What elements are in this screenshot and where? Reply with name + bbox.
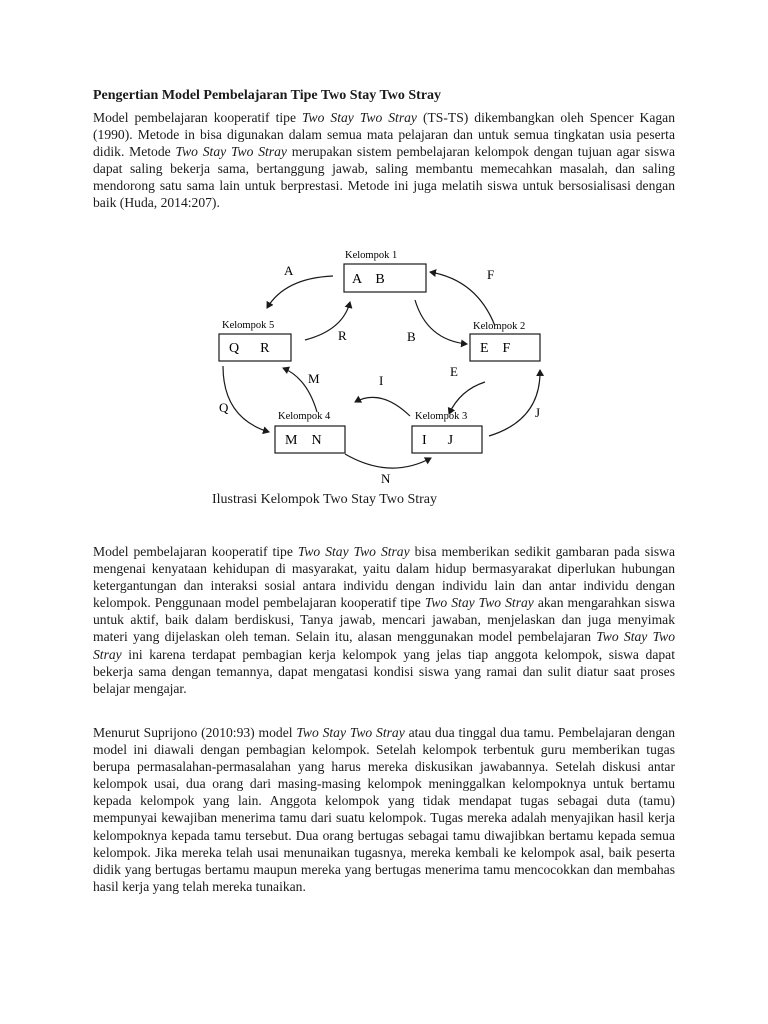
paragraph-2 [93,543,675,697]
arrow-label-i: I [379,373,384,388]
p2-italic-d: Two Stay Two Stray [424,595,534,611]
p1-italic-d: Two Stay Two Stray [175,144,287,160]
arrow-label-r: R [338,328,347,343]
arrow-n [345,454,431,468]
p1-italic-b: Two Stay Two Stray [302,110,417,125]
document-title: Pengertian Model Pembelajaran Tipe Two Stay Two Stray [93,88,442,103]
p3-italic-b: Two Stay Two Stray [296,725,405,740]
arrow-b [415,300,467,344]
p2-text-c: bisa memberikan sedikit gambaran pada siswa mengenai kenyataan kehidupan di masyarakat, yaitu dalam hidup bermasyarakat diperlukan hubungan ketergantungan dan interaksi sosial antara individu dengan individu lain dan antar individu dengan kelompok. Penggunaan model pembelajaran kooperatif tipe [93,544,675,611]
p3-text-c: atau dua tinggal dua tamu. Pembelajaran dengan model ini diawali dengan pembagian kelompok. Setelah kelompok terbentuk guru memberikan tugas berupa permasalahan-permasalahan yang harus mereka diskusikan jawabannya. Setelah diskusi antar kelompok usai, dua orang dari masing-masing kelompok meninggalkan kelompoknya untuk bertamu kepada kelompok yang lain. Anggota kelompok yang tidak mendapat tugas sebagai duta (tamu) mempunyai kewajiban menerima tamu dari suatu kelompok. Tugas mereka adalah menyajikan hasil kerja kelompoknya kepada tamu tersebut. Dua orang bertugas sebagai tamu diwajibkan bertamu kepada semua kelompok. Jika mereka telah usai menunaikan tugasnya, mereka kembali ke kelompok asal, baik peserta didik yang bertugas bertamu maupun mereka yang bertugas menerima tamu mencocokkan dan membahas hasil kerja yang telah mereka tunaikan. [93,725,676,894]
arrow-j [489,370,540,436]
group-1-members: A B [352,272,385,287]
arrow-label-q: Q [219,400,229,415]
group-1-label: Kelompok 1 [345,250,398,261]
p1-text-a: Model pembelajaran kooperatif tipe [93,110,302,125]
arrow-i [355,397,410,416]
p3-text-a: Menurut Suprijono (2010:93) model [93,725,297,740]
group-5-label: Kelompok 5 [222,320,275,331]
two-stay-two-stray-diagram [205,240,565,490]
p2-italic-f: Two Stay Two Stray [93,629,675,662]
arrow-label-j: J [535,405,541,420]
diagram-svg [205,240,565,490]
arrow-q [223,366,269,432]
figure-caption: Ilustrasi Kelompok Two Stay Two Stray [212,492,438,507]
group-2-label: Kelompok 2 [473,321,526,332]
p2-italic-b: Two Stay Two Stray [297,544,410,559]
group-3-label: Kelompok 3 [415,411,468,422]
p2-text-a: Model pembelajaran kooperatif tipe [93,544,298,559]
p1-text-e: merupakan sistem pembelajaran kelompok dengan tujuan agar siswa dapat saling bekerja sama, bertanggung jawab, saling membantu memecahkan masalah, dan saling mendorong satu sama lain untuk berprestasi. Metode ini juga melatih siswa untuk bersosialisasi dengan baik (Huda, 2014:207). [93,144,676,211]
group-4-label: Kelompok 4 [278,411,331,422]
group-4-members: M N [285,433,322,448]
arrow-label-f: F [487,267,495,282]
arrow-label-a: A [284,263,294,278]
arrow-f [430,272,495,326]
p1-text-c: (TS-TS) dikembangkan oleh Spencer Kagan (1990). Metode in bisa digunakan dalam semua mata pelajaran dan untuk semua tingkatan usia peserta didik. Metode [93,110,676,160]
arrow-a [267,276,333,308]
arrow-label-m: M [308,371,320,386]
p2-text-e: akan mengarahkan siswa untuk aktif, baik dalam berdiskusi, Tanya jawab, mencari jawaban, menjelaskan dan juga menyimak materi yang dijelaskan oleh teman. Selain itu, alasan menggunakan model pembelajaran [93,595,675,645]
group-2-members: E F [480,341,511,356]
p2-text-g: ini karena terdapat pembagian kerja kelompok yang jelas tiap anggota kelompok, siswa dapat bekerja sama dengan temannya, dapat mengatasi kondisi siswa yang ramai dan sulit diatur saat proses belajar mengajar. [93,646,675,696]
arrow-label-n: N [381,471,391,486]
arrow-label-b: B [407,329,416,344]
group-5-members: Q R [229,341,270,356]
arrow-e [449,382,485,414]
paragraph-3 [93,724,675,895]
group-3-members: I J [422,433,454,448]
paragraph-1 [93,109,675,212]
arrow-label-e: E [450,364,458,379]
